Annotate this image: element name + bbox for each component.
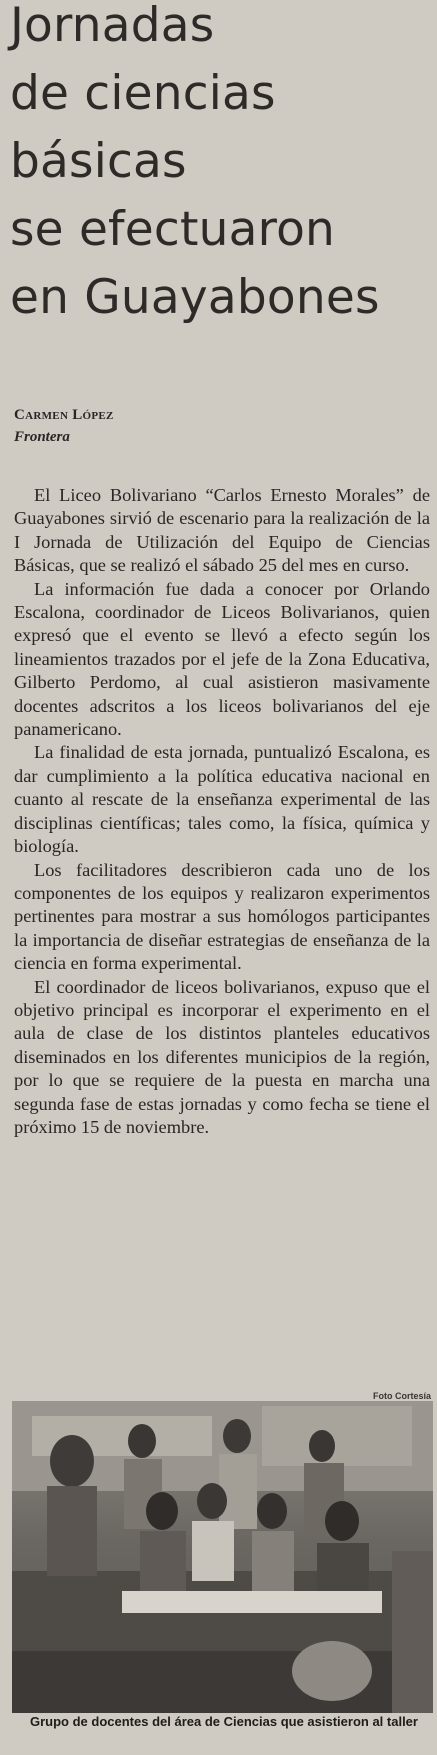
article-paragraph: Los facilitadores describieron cada uno de los componentes de los equipos y realizaron experimentos pertinentes para mostrar a sus homólogos participantes la importancia de diseñar estrategias de enseñanza de la ciencia en forma experimental. xyxy=(14,859,430,974)
article-body xyxy=(14,484,430,1139)
headline-line: en Guayabones xyxy=(10,270,380,325)
article-paragraph: El Liceo Bolivariano “Carlos Ernesto Morales” de Guayabones sirvió de escenario para la realización de la I Jornada de Utilización del Equipo de Ciencias Básicas, que se realizó el sábado 25 del mes en curso. xyxy=(14,485,430,576)
headline-line: básicas xyxy=(10,134,187,189)
author-name: Carmen López xyxy=(14,407,114,423)
headline-line: de ciencias xyxy=(10,66,276,121)
article-paragraph: La información fue dada a conocer por Orlando Escalona, coordinador de Liceos Bolivarianos, quien expresó que el evento se llevó a efecto según los lineamientos trazados por el jefe de la Zona Educativa, Gilberto Perdomo, al cual asistieron masivamente docentes adscritos a los liceos bolivarianos del eje panamericano. xyxy=(14,578,430,740)
group-photo xyxy=(12,1401,433,1713)
article-paragraph: La finalidad de esta jornada, puntualizó Escalona, es dar cumplimiento a la política educativa nacional en cuanto al rescate de la enseñanza experimental de las disciplinas científicas; tales como, la física, química y biología. xyxy=(14,742,430,857)
photo-caption: Grupo de docentes del área de Ciencias que asistieron al taller xyxy=(30,1714,418,1729)
byline xyxy=(14,404,114,448)
photo-credit: Foto Cortesía xyxy=(372,1391,431,1401)
group-photo-illustration xyxy=(12,1401,433,1713)
headline xyxy=(10,0,425,332)
article-paragraph: El coordinador de liceos bolivarianos, expuso que el objetivo principal es incorporar el experimento en el aula de clase de los distintos planteles educativos diseminados en los diferentes municipios de la región, por lo que se requiere de la puesta en marcha una segunda fase de estas jornadas y como fecha se tiene el próximo 15 de noviembre. xyxy=(14,976,430,1137)
outlet-name: Frontera xyxy=(14,429,70,445)
headline-line: Jornadas xyxy=(10,0,215,53)
headline-line: se efectuaron xyxy=(10,202,336,257)
